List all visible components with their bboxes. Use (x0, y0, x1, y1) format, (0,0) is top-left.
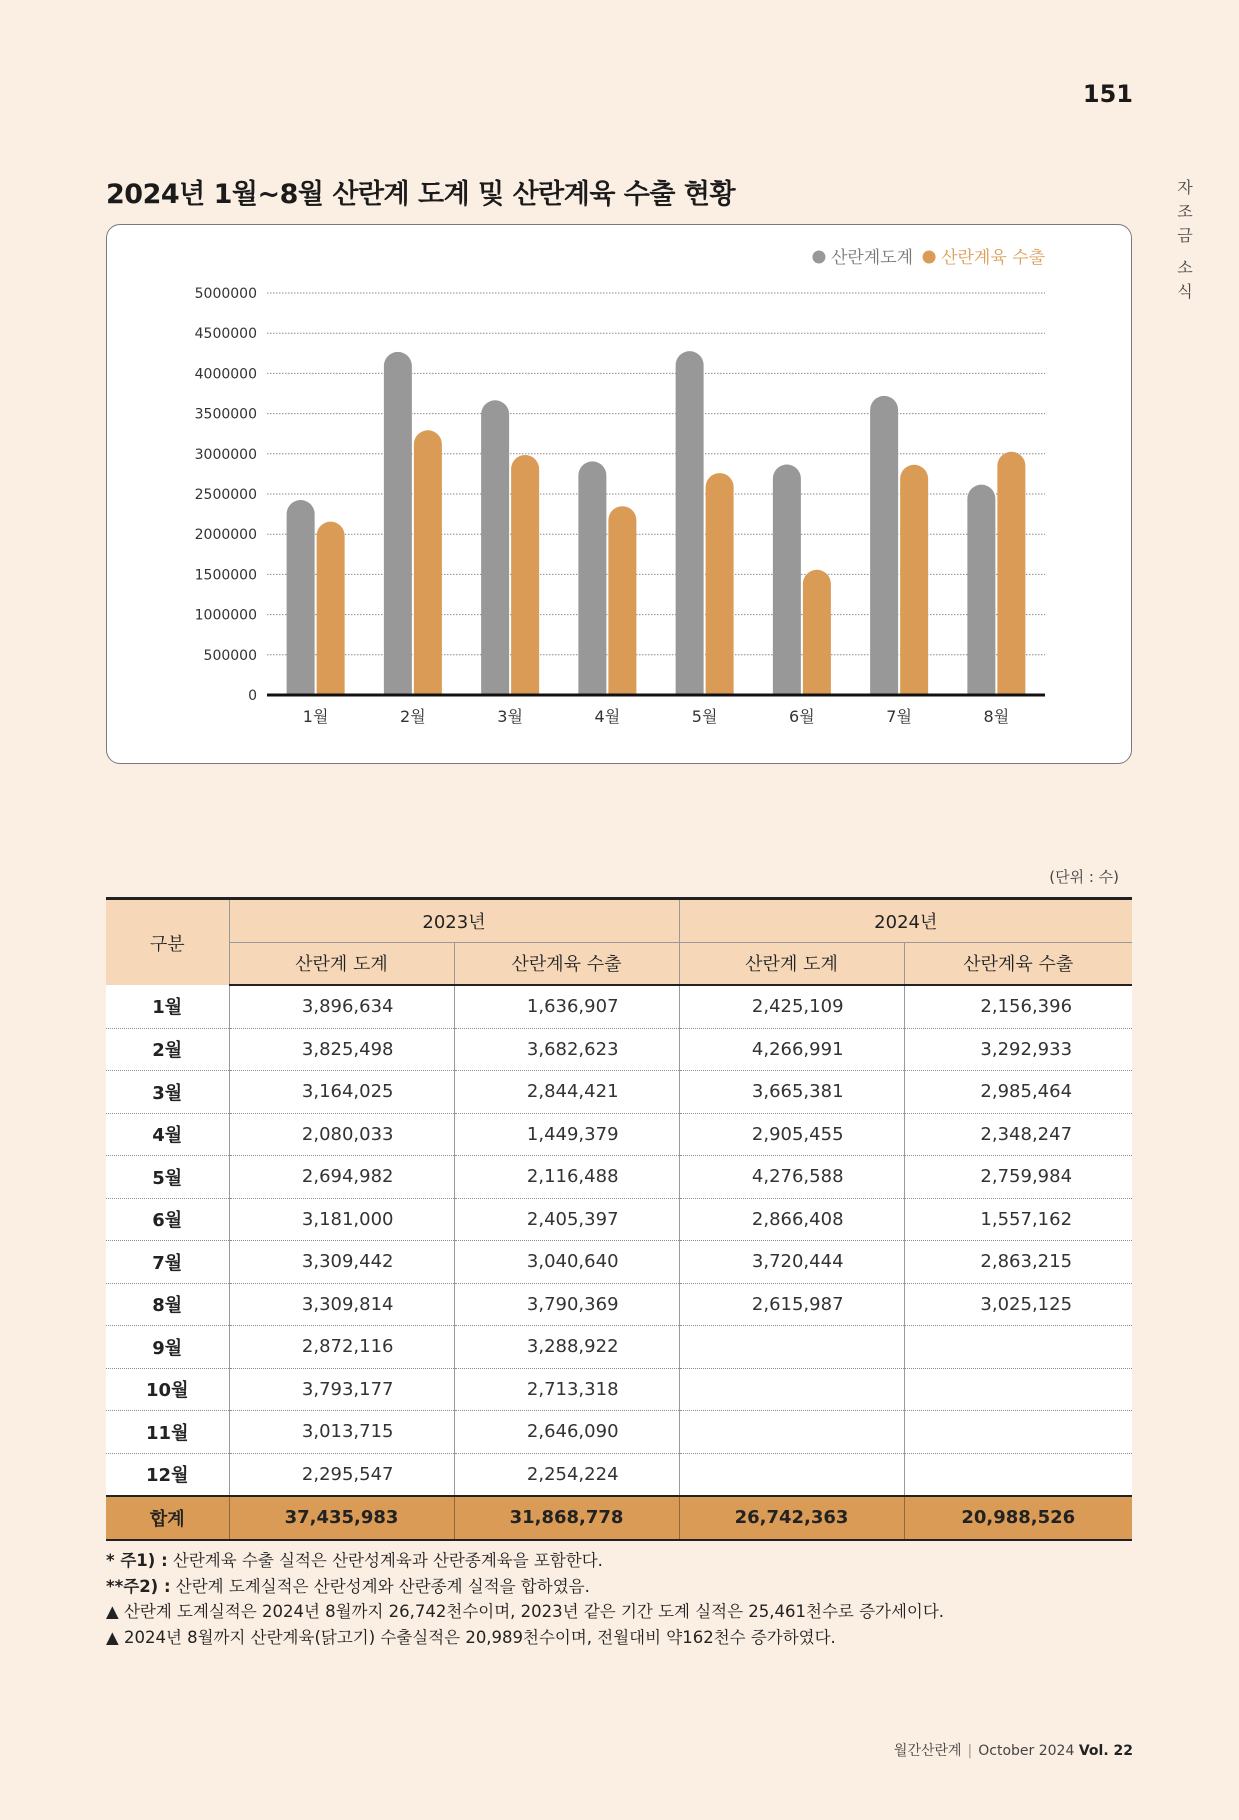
year-header: 2023년 (229, 899, 679, 943)
table-row (106, 1028, 1132, 1071)
bar-export (803, 570, 831, 695)
footnote-text: 산란계육 수출 실적은 산란성계육과 산란종계육을 포함한다. (167, 1551, 603, 1570)
table-cell: 3,025,125 (904, 1283, 1132, 1326)
table-corner-header: 구분 (106, 899, 229, 986)
table-cell: 2,080,033 (229, 1113, 454, 1156)
table-cell: 2,615,987 (679, 1283, 904, 1326)
chart-panel (106, 224, 1132, 764)
table-row (106, 1283, 1132, 1326)
row-label: 12월 (106, 1453, 229, 1496)
footnote-prefix: * 주1) : (106, 1551, 168, 1570)
table-cell: 2,156,396 (904, 985, 1132, 1028)
row-label: 7월 (106, 1241, 229, 1284)
y-tick-label: 1000000 (194, 607, 257, 624)
magazine-name: 월간산란계 (893, 1743, 962, 1759)
row-label: 9월 (106, 1326, 229, 1369)
total-label: 합계 (106, 1496, 229, 1540)
y-tick-label: 0 (248, 688, 257, 704)
bar-export (900, 465, 928, 695)
bar-export (317, 522, 345, 695)
y-tick-label: 2000000 (194, 527, 257, 544)
issue-volume: Vol. 22 (1078, 1743, 1133, 1759)
table-cell: 2,713,318 (454, 1368, 679, 1411)
table-cell: 1,449,379 (454, 1113, 679, 1156)
table-cell: 2,872,116 (229, 1326, 454, 1369)
table-cell: 1,636,907 (454, 985, 679, 1028)
row-label: 5월 (106, 1156, 229, 1199)
footnote (106, 1599, 944, 1625)
bar-export (608, 506, 636, 695)
legend-label-culling: 산란계도계 (830, 248, 914, 268)
x-tick-label: 5월 (691, 707, 718, 726)
row-label: 11월 (106, 1411, 229, 1454)
side-label-char: 소 (1177, 258, 1193, 277)
table-cell: 2,866,408 (679, 1198, 904, 1241)
table-cell: 1,557,162 (904, 1198, 1132, 1241)
bar-export (997, 452, 1025, 695)
table-row (106, 1198, 1132, 1241)
y-tick-label: 3000000 (194, 446, 257, 463)
table-row (106, 1326, 1132, 1369)
total-row (106, 1496, 1132, 1540)
table-unit: (단위 : 수) (1049, 868, 1119, 886)
table-cell: 2,905,455 (679, 1113, 904, 1156)
bar-culling (287, 500, 315, 695)
column-header: 산란계육 수출 (904, 942, 1132, 985)
table-cell: 2,646,090 (454, 1411, 679, 1454)
bar-culling (870, 396, 898, 695)
table-cell (679, 1453, 904, 1496)
x-tick-label: 8월 (983, 707, 1010, 726)
table-cell: 3,040,640 (454, 1241, 679, 1284)
table-cell (679, 1326, 904, 1369)
table-cell: 2,985,464 (904, 1071, 1132, 1114)
table-cell (904, 1368, 1132, 1411)
x-tick-label: 3월 (497, 707, 523, 726)
table-cell: 3,790,369 (454, 1283, 679, 1326)
y-tick-label: 4500000 (194, 326, 257, 343)
footnote (106, 1548, 944, 1574)
table-cell (679, 1368, 904, 1411)
x-tick-label: 7월 (886, 707, 912, 726)
table-cell: 2,405,397 (454, 1198, 679, 1241)
table-cell: 4,266,991 (679, 1028, 904, 1071)
row-label: 1월 (106, 985, 229, 1028)
legend-label-export: 산란계육 수출 (941, 248, 1045, 268)
total-cell: 20,988,526 (904, 1496, 1132, 1540)
y-tick-label: 500000 (203, 647, 257, 664)
y-tick-label: 1500000 (194, 567, 257, 584)
legend-dot-culling (812, 251, 825, 264)
total-cell: 37,435,983 (229, 1496, 454, 1540)
page-number: 151 (1082, 80, 1133, 108)
x-tick-label: 1월 (302, 707, 329, 726)
x-tick-label: 4월 (594, 707, 621, 726)
table-cell: 3,793,177 (229, 1368, 454, 1411)
y-tick-label: 5000000 (194, 286, 257, 302)
total-cell: 31,868,778 (454, 1496, 679, 1540)
bar-culling (578, 461, 606, 695)
row-label: 4월 (106, 1113, 229, 1156)
table-row (106, 985, 1132, 1028)
footnote-text: 산란계 도계실적은 산란성계와 산란종계 실적을 합하였음. (170, 1576, 590, 1596)
legend-dot-export (923, 251, 936, 264)
y-tick-label: 2500000 (194, 487, 257, 503)
bar-culling (481, 400, 509, 695)
table-cell (904, 1453, 1132, 1496)
row-label: 10월 (106, 1368, 229, 1411)
table-cell: 2,425,109 (679, 985, 904, 1028)
table-cell: 2,844,421 (454, 1071, 679, 1114)
bar-export (511, 455, 539, 695)
table-row (106, 1241, 1132, 1284)
footnote-text: 2024년 8월까지 산란계육(닭고기) 수출실적은 20,989천수이며, 전월대비 약162천수 증가하였다. (118, 1627, 836, 1647)
table-cell: 2,295,547 (229, 1453, 454, 1496)
table-cell: 3,896,634 (229, 985, 454, 1028)
triangle-bullet-icon: ▲ (106, 1602, 119, 1621)
bar-culling (773, 465, 801, 695)
row-label: 6월 (106, 1198, 229, 1241)
column-header: 산란계 도계 (679, 942, 904, 985)
chart-title: 2024년 1월~8월 산란계 도계 및 산란계육 수출 현황 (106, 179, 736, 210)
table-cell: 3,164,025 (229, 1071, 454, 1114)
table-cell: 3,720,444 (679, 1241, 904, 1284)
table-cell: 2,348,247 (904, 1113, 1132, 1156)
footnotes (106, 1548, 944, 1650)
column-header: 산란계육 수출 (454, 942, 679, 985)
table-cell: 2,759,984 (904, 1156, 1132, 1199)
footnote-text: 산란계 도계실적은 2024년 8월까지 26,742천수이며, 2023년 같은 기간 도계 실적은 25,461천수로 증가세이다. (118, 1602, 945, 1621)
table-cell: 3,682,623 (454, 1028, 679, 1071)
table-cell: 4,276,588 (679, 1156, 904, 1199)
y-tick-label: 4000000 (194, 366, 257, 383)
data-table (106, 897, 1132, 1541)
table-cell: 3,288,922 (454, 1326, 679, 1369)
footnote (106, 1574, 944, 1600)
total-cell: 26,742,363 (679, 1496, 904, 1540)
bar-export (414, 430, 442, 695)
table-cell: 2,863,215 (904, 1241, 1132, 1284)
table-cell: 3,309,814 (229, 1283, 454, 1326)
side-label-char: 조 (1177, 202, 1193, 221)
bar-culling (676, 351, 704, 695)
table-row (106, 1071, 1132, 1114)
table-row (106, 1453, 1132, 1496)
column-header: 산란계 도계 (229, 942, 454, 985)
row-label: 2월 (106, 1028, 229, 1071)
table-cell: 3,309,442 (229, 1241, 454, 1284)
bar-culling (967, 485, 995, 695)
bar-culling (384, 352, 412, 695)
table-cell: 3,825,498 (229, 1028, 454, 1071)
side-label-char: 금 (1177, 226, 1193, 245)
footnote-prefix: **주2) : (106, 1576, 171, 1596)
issue-month: October 2024 (978, 1743, 1075, 1759)
table-cell (679, 1411, 904, 1454)
page-footer: 월간산란계 | October 2024 Vol. 22 (893, 1743, 1133, 1759)
table-cell: 3,292,933 (904, 1028, 1132, 1071)
table-cell: 2,254,224 (454, 1453, 679, 1496)
row-label: 8월 (106, 1283, 229, 1326)
year-header: 2024년 (679, 899, 1132, 943)
table-row (106, 1368, 1132, 1411)
side-label-char: 자 (1177, 178, 1193, 197)
table-row (106, 1113, 1132, 1156)
y-tick-label: 3500000 (194, 406, 257, 423)
side-label-char: 식 (1177, 282, 1193, 301)
table-cell: 3,181,000 (229, 1198, 454, 1241)
table-cell: 2,116,488 (454, 1156, 679, 1199)
row-label: 3월 (106, 1071, 229, 1114)
x-tick-label: 6월 (789, 707, 815, 726)
table-cell (904, 1326, 1132, 1369)
table-row (106, 1156, 1132, 1199)
table-cell (904, 1411, 1132, 1454)
bar-chart (107, 225, 1133, 765)
x-tick-label: 2월 (400, 707, 426, 726)
table-row (106, 1411, 1132, 1454)
side-section-label (1175, 176, 1195, 304)
table-cell: 2,694,982 (229, 1156, 454, 1199)
triangle-bullet-icon: ▲ (106, 1627, 119, 1647)
bar-export (706, 473, 734, 695)
table-cell: 3,665,381 (679, 1071, 904, 1114)
footnote (106, 1625, 944, 1651)
table-cell: 3,013,715 (229, 1411, 454, 1454)
